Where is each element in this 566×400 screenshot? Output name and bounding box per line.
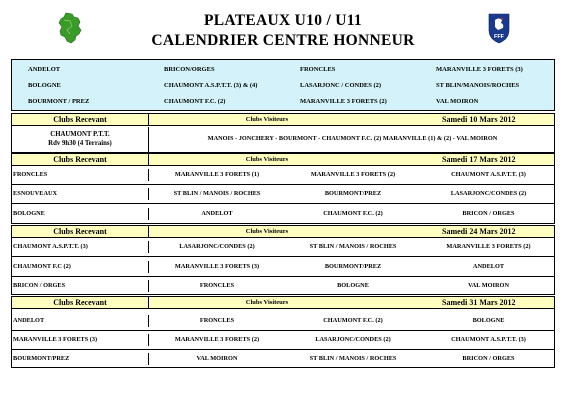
visitor-club: VAL MOIRON — [196, 355, 238, 362]
club-name: BOURMONT / PREZ — [28, 98, 90, 105]
host-column-header: Clubs Recevant — [12, 226, 149, 237]
table-row — [12, 241, 554, 253]
visitors-column-header: Clubs Visiteurs — [245, 116, 289, 123]
match-date: Samedi 24 Mars 2012 — [442, 227, 516, 236]
table-row — [12, 280, 554, 292]
table-row — [12, 353, 554, 365]
visitor-club: MARANVILLE 3 FORETS (2) — [446, 243, 531, 250]
row-divider — [12, 276, 554, 277]
host-club-name: CHAUMONT P.T.T. — [50, 131, 110, 138]
host-club — [12, 127, 149, 152]
region-map-logo — [58, 12, 82, 49]
block-header — [12, 297, 554, 309]
page-title: PLATEAUX U10 / U11 — [204, 12, 362, 29]
visitor-club: MARANVILLE 3 FORETS (2) — [310, 171, 396, 178]
visitor-club: ANDELOT — [201, 210, 233, 217]
club-name: MARANVILLE 3 FORETS (3) — [436, 66, 523, 73]
table-row — [12, 261, 554, 273]
visitor-club: ST BLIN / MANOIS / ROCHES — [173, 190, 261, 197]
schedule-block-24-mars — [11, 225, 555, 295]
row-divider — [12, 256, 554, 257]
club-name: MARANVILLE 3 FORETS (2) — [300, 98, 387, 105]
host-club: CHAUMONT F.C (2) — [12, 261, 149, 273]
visitor-club: CHAUMONT F.C. (2) — [323, 317, 383, 324]
fff-logo-text: FFF — [493, 34, 505, 40]
visitor-club: LASARJONC/CONDES (2) — [450, 190, 527, 197]
visitor-club: ANDELOT — [472, 263, 505, 270]
visitor-club: BOURMONT/PREZ — [324, 263, 382, 270]
visitor-club: MARANVILLE 3 FORETS (1) — [174, 171, 260, 178]
fff-rooster-logo — [486, 12, 512, 49]
host-club: ESNOUVEAUX — [12, 188, 149, 200]
schedule-block-31-mars — [11, 296, 555, 368]
visitor-club: MARANVILLE 3 FORETS (3) — [174, 263, 260, 270]
visitor-club: BRICON / ORGES — [462, 355, 515, 362]
club-name: BOLOGNE — [28, 82, 61, 89]
club-name: CHAUMONT F.C. (2) — [164, 98, 226, 105]
visitors-column-header: Clubs Visiteurs — [245, 228, 289, 235]
table-row — [12, 334, 554, 346]
host-club: FRONCLES — [12, 169, 149, 181]
visitor-club: BRICON / ORGES — [462, 210, 515, 217]
visitor-club: CHAUMONT A.S.P.T.T. (3) — [451, 336, 526, 343]
match-date: Samedi 17 Mars 2012 — [442, 155, 516, 164]
club-name: BRICON/ORGES — [164, 66, 215, 73]
host-club: CHAUMONT A.S.P.T.T. (3) — [12, 241, 149, 253]
host-column-header: Clubs Recevant — [12, 297, 149, 308]
table-row — [12, 188, 554, 200]
visitors-column-header: Clubs Visiteurs — [245, 299, 289, 306]
schedule-block-10-mars — [11, 113, 555, 153]
table-row — [12, 315, 554, 327]
visitor-club: FRONCLES — [199, 282, 235, 289]
visitor-club: VAL MOIRON — [468, 282, 509, 289]
match-date: Samedi 31 Mars 2012 — [442, 298, 516, 307]
club-name: ST BLIN/MANOIS/ROCHES — [436, 82, 520, 89]
row-divider — [12, 203, 554, 204]
host-column-header: Clubs Recevant — [12, 154, 149, 165]
visitor-club: LASARJONC/CONDES (2) — [315, 336, 391, 343]
visitor-club: ST BLIN / MANOIS / ROCHES — [309, 355, 397, 362]
host-club-rdv: Rdv 9h30 (4 Terrains) — [48, 140, 112, 147]
host-club: MARANVILLE 3 FORETS (3) — [12, 334, 149, 346]
host-club: BOLOGNE — [12, 208, 149, 220]
block-header — [12, 226, 554, 238]
visitor-club: BOLOGNE — [472, 317, 505, 324]
visitor-club: ST BLIN / MANOIS / ROCHES — [309, 243, 397, 250]
visitor-club: LASARJONC/CONDES (2) — [179, 243, 255, 250]
host-column-header: Clubs Recevant — [12, 114, 149, 125]
visitor-club: CHAUMONT F.C. (2) — [323, 210, 383, 217]
host-club: BRICON / ORGES — [12, 280, 149, 292]
club-name: VAL MOIRON — [436, 98, 479, 105]
block-header — [12, 154, 554, 166]
club-name: FRONCLES — [300, 66, 336, 73]
match-date: Samedi 10 Mars 2012 — [442, 115, 516, 124]
visitor-club: FRONCLES — [199, 317, 235, 324]
table-row — [12, 169, 554, 181]
visitor-club: MARANVILLE 3 FORETS (2) — [174, 336, 260, 343]
host-club: ANDELOT — [12, 315, 149, 327]
club-name: LASARJONC / CONDES (2) — [300, 82, 382, 89]
visitor-club: BOLOGNE — [337, 282, 369, 289]
visitor-club: CHAUMONT A.S.P.T.T. (3) — [451, 171, 526, 178]
row-divider — [12, 330, 554, 331]
visitor-club: BOURMONT/PREZ — [324, 190, 382, 197]
club-name: ANDELOT — [28, 66, 61, 73]
host-club: BOURMONT/PREZ — [12, 353, 149, 365]
page-subtitle: CALENDRIER CENTRE HONNEUR — [151, 32, 415, 49]
row-divider — [12, 184, 554, 185]
visitors-column-header: Clubs Visiteurs — [245, 156, 289, 163]
schedule-block-17-mars — [11, 153, 555, 224]
table-row — [12, 208, 554, 220]
visitors-list: MANOIS - JONCHERY - BOURMONT - CHAUMONT F.C. (2) MARANVILLE (1) & (2) - VAL MOIRON — [207, 135, 498, 142]
block-header — [12, 114, 554, 126]
club-name: CHAUMONT A.S.P.T.T. (3) & (4) — [164, 82, 258, 89]
row-divider — [12, 349, 554, 350]
clubs-list-box — [11, 59, 555, 111]
